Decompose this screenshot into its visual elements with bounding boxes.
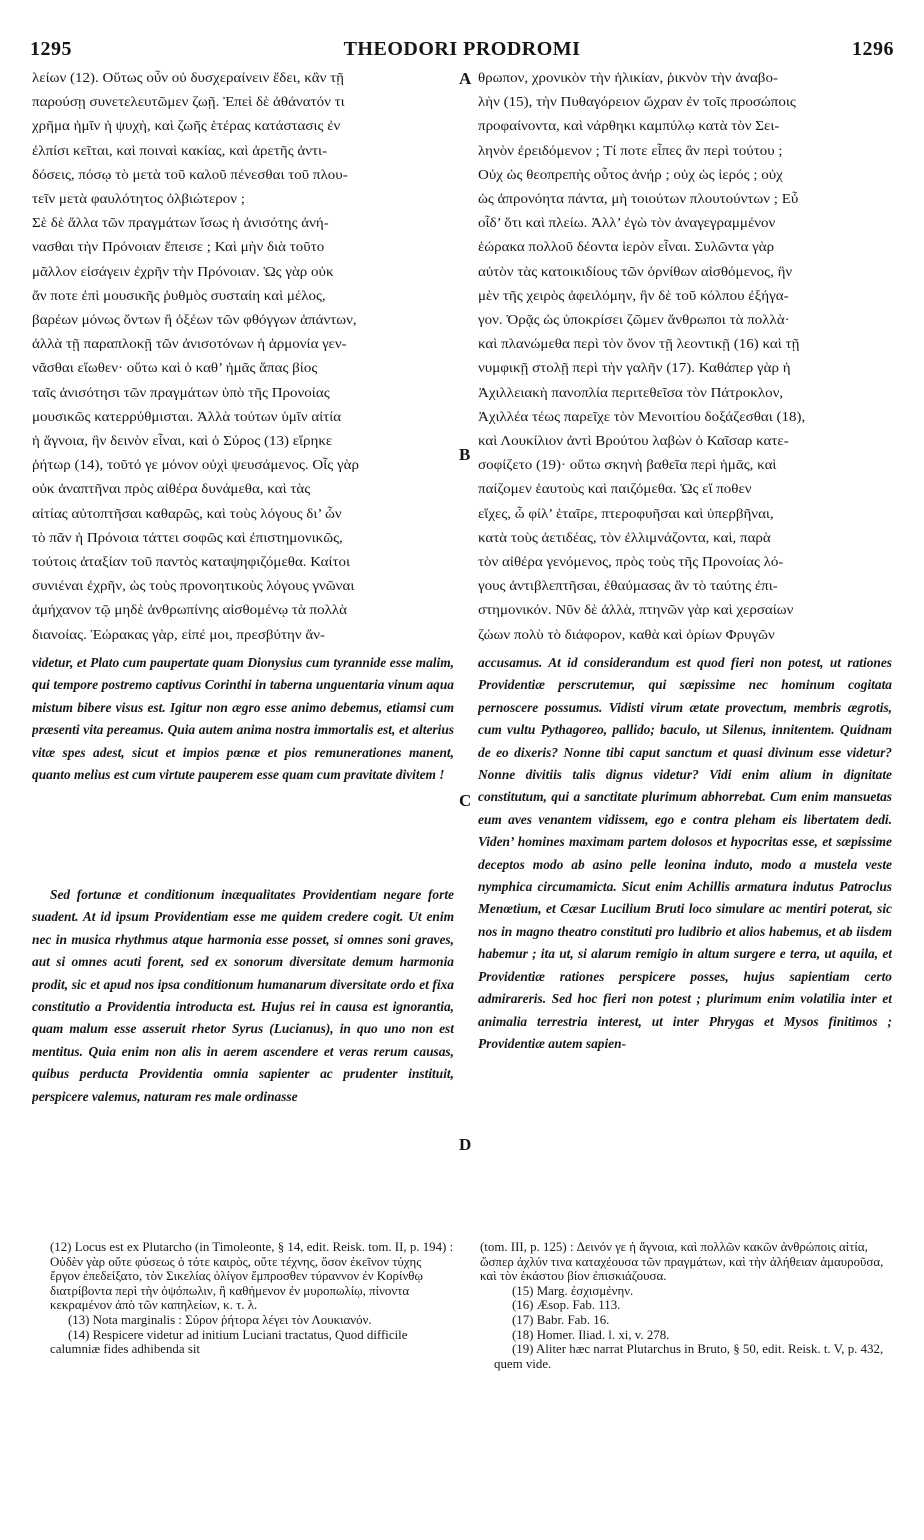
greek-line — [478, 235, 892, 260]
greek-line-text: προφαίνοντα, καὶ νάρθηκι καμπύλῳ κατὰ τὸν Σει- — [478, 118, 780, 134]
greek-line — [478, 381, 892, 406]
greek-line-text: οὐκ ἀναπτῆναι πρὸς αἰθέρα δυνάμεθα, καὶ τὰς — [32, 481, 311, 497]
margin-marker-a: A — [459, 69, 472, 88]
margin-marker-c: C — [459, 791, 472, 810]
footnote-18: (18) Homer. Iliad. l. xi, v. 278. — [512, 1327, 670, 1342]
footnote-13: (13) Nota marginalis : Σύρον ῥήτορα λέγει τὸν Λουκιανόν. — [68, 1312, 372, 1327]
greek-line — [478, 405, 892, 430]
greek-line — [478, 66, 892, 91]
greek-line-text: μουσικῶς κατερρύθμισται. Ἀλλὰ τούτων ὑμῖν αἰτία — [32, 408, 342, 424]
greek-line-text: εἴχες, ὦ φίλ’ ἑταῖρε, πτεροφυῆσαι καὶ ὑπερβῆναι, — [478, 505, 774, 521]
latin-paragraph: accusamus. At id considerandum est quod fieri non potest, ut rationes Providentiæ perscrutemur, qui sæpissime nec hominum cogitata pernoscere possumus. Vidisti virum ætate provectum, membris ægrotis, cum vultu Pythagoreo, pallido; baculo, ut Silenus, innitentem. Quidnam de eo dixeris? Nonne tibi caput sanctum et quasi divinum esse videtur? Nonne divitiis talis dignus videtur? Vidi enim alium in dignitate constitutum, qui a sanctitate plurimum abhorrebat. Cum enim mansuetas eum aves venantem vidissem, ego e contra pleham eis libertatem dedi. Viden’ homines maximam partem dolosos et hypocritas esse, et sæpissime deceptos modo ab asino pelle leonina induto, modo a mustela veste nymphica circumamicta. Sicut enim Achillis armatura indutus Patroclus Menœtium, et Cæsar Lucilium Bruti loco simulare ac mentiri poterat, sic nos in magno theatro constituti pro ludibrio et alios habemus, et ab iisdem habemur ; ita ut, si alarum remigio in altum surgere e terra, ut aquila, et Providentiæ rationes perspicere posses, hujus sapientiam certo admirareris. Sed hoc fieri non potest ; plurimum enim volatilia inter et animalia terrestria interest, ut inter Phrygas et Mysos finitimos ; Providentiæ autem sapien- — [478, 655, 892, 1051]
greek-line — [32, 163, 452, 188]
footnote-14-continued: (tom. III, p. 125) : Δεινόν γε ἡ ἄγνοια, καὶ πολλῶν κακῶν ἀνθρώποις αἰτία, ὥσπερ ἀχλύν τινα καταχέουσα τῶν πραγμάτων, καὶ τὴν ἀλήθειαν ἀμαυροῦσα, καὶ τὸν ἑκάστου βίον ἐπισκιάζουσα. — [480, 1240, 884, 1284]
greek-line-text: ἀμήχανον τῷ μηδὲ ἀνθρωπίνης αἰσθομένῳ τὰ πολλὰ — [32, 602, 347, 618]
greek-line — [32, 623, 452, 648]
greek-line-text: αἰτίας αὐτοπτῆσαι καθαρῶς, καὶ τοὺς λόγους δι’ ὧν — [32, 505, 342, 521]
running-title: THEODORI PRODROMI — [343, 37, 581, 60]
greek-line — [32, 405, 452, 430]
latin-translation-left-column-continued — [32, 884, 454, 1222]
greek-line — [32, 66, 452, 91]
greek-line-text: ἄν ποτε ἐπὶ μουσικῆς ῥυθμὸς συσταίη καὶ μέλος, — [32, 287, 326, 303]
footnote-12: (12) Locus est ex Plutarcho (in Timoleonte, § 14, edit. Reisk. tom. II, p. 194) : Οὐδὲν γὰρ οὔτε φύσεως ὁ τότε καιρὸς, οὔτε τέχνης, ὅσον ἐκεῖνον τύχης ἔργον ἐπεδείξατο, τὸν Σικελίας ὀλίγον ἔμπροσθεν τύραννον ἐν Κορίνθῳ διατρίβοντα περὶ τὴν ὀψόπωλιν, ἢ καθήμενον ἐν μυροπωλίῳ, πίνοντα κεκραμένον ἀπὸ τῶν καπηλείων, κ. τ. λ. — [50, 1240, 454, 1313]
greek-line-text: λὴν (15), τὴν Πυθαγόρειον ὤχραν ἐν τοῖς προσώποις — [478, 94, 796, 110]
greek-line-text: γον. Ὁρᾷς ὡς ὑποκρίσει ζῶμεν ἄνθρωποι τὰ πολλὰ· — [478, 312, 790, 327]
greek-line-text: Ἀχιλλειακὴ πανοπλία περιτεθεῖσα τὸν Πάτροκλον, — [478, 384, 784, 400]
greek-line — [478, 574, 892, 599]
greek-line-text: γους ἀντιβλεπτῆσαι, ἐθαύμασας ἂν τὸ ταύτης ἐπι- — [478, 578, 778, 594]
greek-text-left-column — [32, 66, 452, 656]
greek-line — [478, 453, 892, 478]
footnote-17: (17) Babr. Fab. 16. — [512, 1312, 610, 1327]
greek-line-text: μᾶλλον εἰσάγειν ἐχρῆν τὴν Πρόνοιαν. Ὡς γὰρ οὐκ — [32, 263, 334, 279]
greek-line — [32, 284, 452, 309]
latin-paragraph: videtur, et Plato cum paupertate quam Dionysius cum tyrannide esse malim, qui tempore postremo captivus Corinthi in taberna unguentaria vinum aqua mistum bibere visus est. Igitur non ægro esse animo debemus, etiamsi cum præsenti vita pereamus. Quia autem anima nostra immortalis est, et alterius vitæ spes adest, sicut et impios pœnæ et pios remunerationes manent, quanto melius est cum virtute pauperem esse quam cum pravitate divitem ! — [32, 655, 454, 783]
greek-line-text: καὶ πλανώμεθα περὶ τὸν ὄνον τῇ λεοντικῇ (16) καὶ τῇ — [478, 336, 800, 352]
footnote-14: (14) Respicere videtur ad initium Luciani tractatus, Quod difficile calumniæ fides adhibenda sit — [50, 1327, 408, 1357]
greek-line — [32, 429, 452, 454]
greek-line-text: τεῖν μετὰ φαυλότητος ὀλβιώτερον ; — [32, 191, 245, 206]
greek-line — [32, 235, 452, 260]
latin-translation-left-column — [32, 652, 454, 874]
greek-line — [478, 260, 892, 285]
greek-line — [478, 90, 892, 115]
greek-line — [478, 502, 892, 527]
greek-line-text: νυμφικῇ στολῇ περὶ τὴν γαλῆν (17). Καθάπερ γὰρ ἡ — [478, 360, 791, 376]
greek-line-text: ἀλλὰ τῇ παραπλοκῇ τῶν ἀνισοτόνων ἡ ἁρμονία γεν- — [32, 336, 347, 352]
running-header — [30, 34, 894, 64]
greek-line — [478, 477, 892, 502]
greek-line-text: οἶδ’ ὅτι καὶ πλείω. Ἀλλ’ ἐγὼ τὸν ἀναγεγραμμένον — [478, 215, 776, 231]
greek-line — [32, 308, 452, 333]
greek-line — [32, 453, 452, 478]
greek-line-text: ὡς ἀπρονόητα πάντα, μὴ τοιούτων πλουτούντων ; Εὖ — [478, 191, 799, 206]
footnote-16: (16) Æsop. Fab. 113. — [512, 1298, 621, 1313]
greek-line-text: Σὲ δὲ ἄλλα τῶν πραγμάτων ἴσως ἡ ἀνισότης ἀνή- — [32, 215, 329, 231]
greek-line-text: νασθαι τὴν Πρόνοιαν ἔπεισε ; Καὶ μὴν διὰ τοῦτο — [32, 239, 325, 255]
greek-line-text: Ἀχιλλέα τέως παρεῖχε τὸν Μενοιτίου δοξάζεσθαι (18), — [478, 408, 806, 424]
margin-marker-d: D — [459, 1135, 472, 1154]
greek-line-text: ληνὸν ἐρειδόμενον ; Τί ποτε εἶπες ἂν περὶ τούτου ; — [478, 142, 783, 158]
greek-line-text: θρωπον, χρονικὸν τὴν ἡλικίαν, ῥικνὸν τὴν ἀναβο- — [478, 70, 778, 85]
greek-line-text: νᾶσθαι εἴωθεν· οὕτω καὶ ὁ καθ’ ἡμᾶς ἅπας βίος — [32, 360, 318, 376]
greek-line — [478, 163, 892, 188]
greek-line-text: αὐτὸν τὰς κατοικιδίους τῶν ὀρνίθων αἰσθόμενος, ἣν — [478, 263, 793, 279]
greek-line — [32, 574, 452, 599]
greek-line-text: χρῆμα ἡμῖν ἡ ψυχὴ, καὶ ζωῆς ἑτέρας κατάστασις ἐν — [32, 118, 341, 134]
greek-line — [478, 211, 892, 236]
greek-line — [32, 550, 452, 575]
greek-line-text: ῥήτωρ (14), τοῦτό γε μόνον οὐχὶ ψευσάμενος. Οἷς γὰρ — [32, 457, 359, 473]
greek-line — [478, 308, 892, 333]
latin-translation-right-column — [478, 652, 892, 1222]
greek-line-text: βαρέων μόνως ὄντων ἢ ὀξέων τῶν φθόγγων ἁπάντων, — [32, 312, 357, 327]
footnote-19: (19) Aliter hæc narrat Plutarchus in Bruto, § 50, edit. Reisk. t. V, p. 432, quem vide. — [494, 1342, 884, 1371]
greek-line — [32, 211, 452, 236]
greek-line-text: ταῖς ἀνισότησι τῶν πραγμάτων ὑπὸ τῆς Προνοίας — [32, 384, 330, 400]
latin-paragraph: Sed fortunæ et conditionum inæqualitates Providentiam negare forte suadent. At id ipsum Providentiam esse me quidem credere cogit. Ut enim nec in musica rhythmus atque harmonia esse posset, si omnes soni graves, aut si omnes acuti forent, sed ex sonorum diversitate demum harmonia prodit, sic et apud nos ipsa conditionum humanarum diversitate ordo et fixa constitutio a Providentia introducta est. Hujus rei in causa est ignorantia, quam malum esse asseruit rhetor Syrus (Lucianus), in quo uno non est mentitus. Quia enim non alis in aerem ascendere et veras rerum causas, quibus perducta Providentia omnia sapienter ac prudenter instituit, perspicere valemus, naturam res male ordinasse — [32, 887, 454, 1104]
greek-line — [478, 550, 892, 575]
greek-text-right-column — [478, 66, 892, 656]
greek-line-text: παίζομεν ἑαυτοὺς καὶ παιζόμεθα. Ὡς εἴ ποθεν — [478, 481, 752, 497]
greek-line — [32, 381, 452, 406]
greek-line-text: ἐλπίσι κεῖται, καὶ ποιναὶ κακίας, καὶ ἀρετῆς ἀντι- — [32, 142, 328, 158]
greek-line-text: συνιέναι ἐχρῆν, ὡς τοὺς προνοητικοὺς λόγους γνῶναι — [32, 578, 355, 594]
greek-line-text: ζώων πολὺ τὸ διάφορον, καθὰ καὶ ὁρίων Φρυγῶν — [478, 626, 775, 642]
greek-line — [32, 90, 452, 115]
greek-line — [32, 139, 452, 164]
page-number-right: 1296 — [852, 37, 894, 60]
greek-line — [478, 598, 892, 623]
greek-line-text: ἑώρακα πολλοῦ δέοντα ἱερὸν εἶναι. Συλῶντα γὰρ — [478, 239, 775, 255]
greek-line-text: τὸν αἰθέρα γενόμενος, πρὸς τοὺς τῆς Προνοίας λό- — [478, 554, 784, 569]
footnotes-right — [480, 1240, 892, 1450]
greek-line — [32, 260, 452, 285]
page-number-left: 1295 — [30, 37, 72, 60]
footnotes-left — [50, 1240, 454, 1450]
greek-line — [478, 623, 892, 648]
greek-line — [478, 284, 892, 309]
greek-line — [478, 526, 892, 551]
greek-line-text: καὶ Λουκίλιον ἀντὶ Βρούτου λαβὼν ὁ Καῖσαρ κατε- — [478, 433, 789, 448]
margin-marker-b: B — [459, 445, 471, 464]
greek-line — [32, 187, 452, 212]
greek-line — [32, 526, 452, 551]
greek-line — [32, 114, 452, 139]
greek-line — [478, 187, 892, 212]
greek-line — [32, 502, 452, 527]
greek-line-text: διανοίας. Ἑώρακας γὰρ, εἰπέ μοι, πρεσβύτην ἄν- — [32, 626, 326, 642]
greek-line — [32, 477, 452, 502]
greek-line-text: τούτοις ἀταξίαν τοῦ παντὸς καταψηφιζόμεθα. Καίτοι — [32, 554, 351, 569]
greek-line-text: μὲν τῆς χειρὸς ἀφειλόμην, ἣν δὲ τοῦ κόλπου ἐξήγα- — [478, 287, 789, 303]
greek-line-text: ἡ ἄγνοια, ἣν δεινὸν εἶναι, καὶ ὁ Σύρος (13) εἴρηκε — [32, 433, 333, 448]
greek-line — [478, 139, 892, 164]
greek-line — [32, 356, 452, 381]
greek-line-text: σοφίζετο (19)· οὕτω σκηνὴ βαθεῖα περὶ ἡμᾶς, καὶ — [478, 457, 777, 473]
greek-line-text: δόσεις, πόσῳ τὸ μετὰ τοῦ καλοῦ πένεσθαι τοῦ πλου- — [32, 166, 348, 182]
greek-line — [478, 332, 892, 357]
greek-line — [478, 114, 892, 139]
greek-line-text: στημονικόν. Νῦν δὲ ἀλλὰ, πτηνῶν γὰρ καὶ χερσαίων — [478, 602, 794, 618]
greek-line — [478, 356, 892, 381]
greek-line — [32, 598, 452, 623]
greek-line-text: Οὐχ ὡς θεοπρεπὴς οὗτος ἀνήρ ; οὐχ ὡς ἱερός ; οὐχ — [478, 166, 783, 182]
greek-line — [478, 429, 892, 454]
greek-line — [32, 332, 452, 357]
greek-line-text: λείων (12). Οὕτως οὖν οὐ δυσχεραίνειν ἔδει, κἂν τῇ — [32, 70, 345, 85]
footnote-15: (15) Marg. ἐσχισμένην. — [512, 1283, 634, 1298]
greek-line-text: παρούσῃ συνετελευτῶμεν ζωῇ. Ἐπεὶ δὲ ἀθάνατόν τι — [32, 94, 345, 110]
greek-line-text: τὸ πᾶν ἡ Πρόνοια τάττει σοφῶς καὶ ἐπιστημονικῶς, — [32, 529, 343, 545]
greek-line-text: κατὰ τοὺς ἀετιδέας, τὸν ἐλλιμνάζοντα, καὶ, παρὰ — [478, 529, 771, 545]
